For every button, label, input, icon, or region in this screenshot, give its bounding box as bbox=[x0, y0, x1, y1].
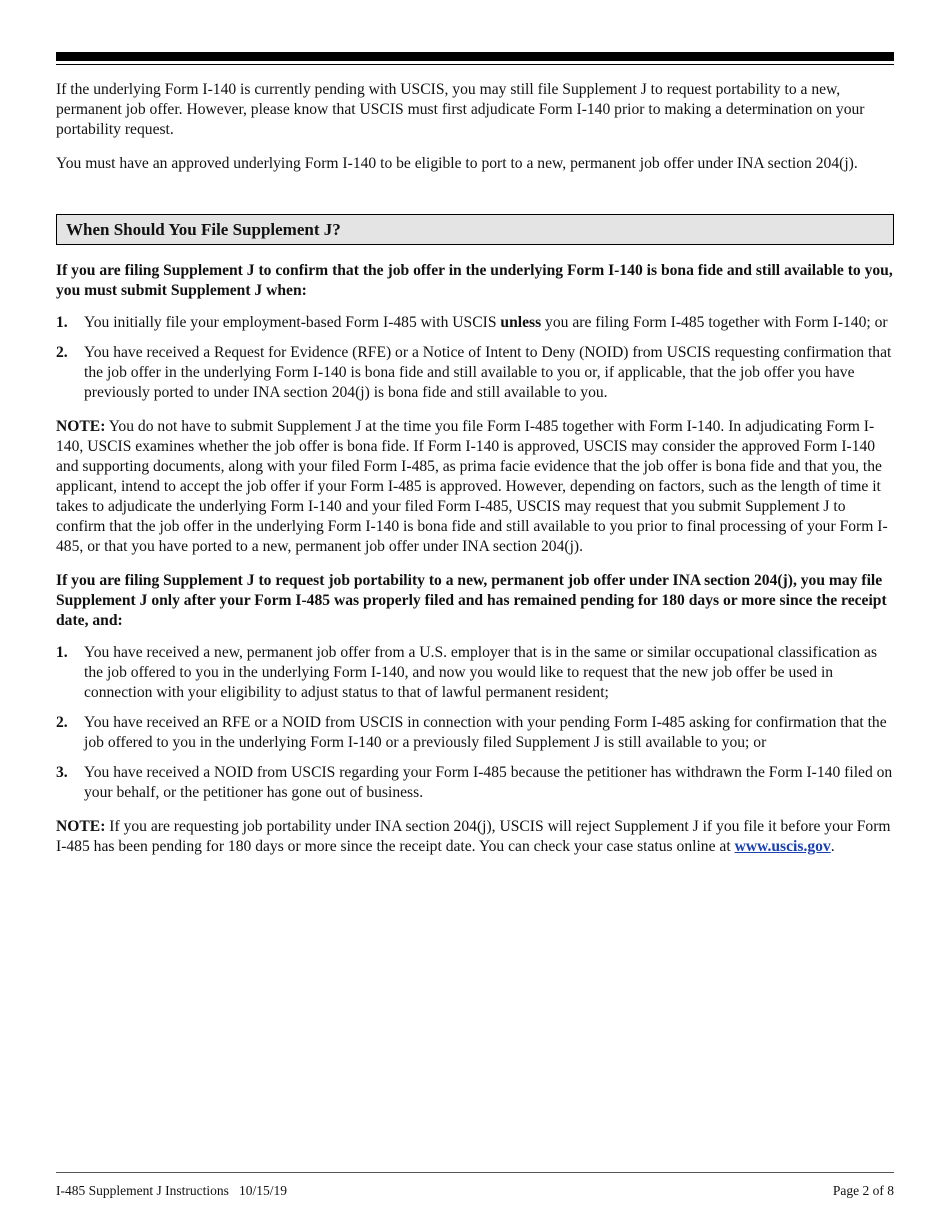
footer-rule bbox=[56, 1172, 894, 1173]
intro-paragraph-1: If the underlying Form I-140 is currently pending with USCIS, you may still file Supplement J to request portability to a new, permanent job offer. However, please know that USCIS must first adjudicate Form I-140 prior to making a determination on your portability request. bbox=[56, 81, 865, 138]
bona-fide-note bbox=[56, 417, 894, 557]
list-item bbox=[56, 343, 894, 403]
page-footer bbox=[56, 1183, 894, 1199]
note-label: NOTE: bbox=[56, 818, 106, 835]
page-content bbox=[56, 80, 894, 871]
list-item bbox=[56, 643, 894, 703]
portability-list bbox=[56, 643, 894, 803]
intro-paragraph-2: You must have an approved underlying Form I-140 to be eligible to port to a new, permanent job offer under INA section 204(j). bbox=[56, 155, 858, 172]
list-text-bold: unless bbox=[500, 314, 542, 331]
footer-form-title: I-485 Supplement J Instructions 10/15/19 bbox=[56, 1183, 287, 1198]
list-text: You have received an RFE or a NOID from USCIS in connection with your pending Form I-485 asking for confirmation that the job offered to you in the underlying Form I-140 or a previously filed Supplement J is still available to you; or bbox=[84, 714, 887, 751]
list-text: You have received a NOID from USCIS regarding your Form I-485 because the petitioner has withdrawn the Form I-140 filed on your behalf, or the petitioner has gone out of business. bbox=[84, 764, 893, 801]
note-text: If you are requesting job portability under INA section 204(j), USCIS will reject Supplement J if you file it before your Form I-485 has been pending for 180 days or more since the receipt date. You can check your case status online at bbox=[56, 818, 891, 855]
list-number: 1. bbox=[56, 314, 68, 331]
list-number: 3. bbox=[56, 764, 68, 781]
list-text: You have received a Request for Evidence (RFE) or a Notice of Intent to Deny (NOID) from USCIS requesting confirmation that the job offer in the underlying Form I-140 is bona fide and still available to you or, if applicable, that the job offer you have previously ported to under INA section 204(j) is bona fide and still available to you. bbox=[84, 344, 892, 401]
header-thick-rule bbox=[56, 52, 894, 61]
note-end: . bbox=[830, 838, 835, 855]
list-text: You have received a new, permanent job offer from a U.S. employer that is in the same or similar occupational classification as the job offered to you in the underlying Form I-140, and now you would like to request that the new job offer be used in connection with your eligibility to adjust status to that of lawful permanent resident; bbox=[84, 644, 878, 701]
list-text-after: you are filing Form I-485 together with Form I-140; or bbox=[541, 314, 888, 331]
page-number: Page 2 of 8 bbox=[832, 1183, 894, 1198]
note-text: You do not have to submit Supplement J at the time you file Form I-485 together with Form I-140. In adjudicating Form I-140, USCIS examines whether the job offer is bona fide. If Form I-140 is approved, USCIS may consider the approved Form I-140 and supporting documents, along with your filed Form I-485, as prima facie evidence that the job offer is bona fide and that you, the applicant, intend to accept the job offer if your Form I-485 is approved. However, depending on factors, such as the length of time it takes to adjudicate the underlying Form I-140 and your filed Form I-485, USCIS may request that you submit Supplement J to confirm that the job offer in the underlying Form I-140 is bona fide and still available to you prior to final processing of your Form I-485, or that you have ported to a new, permanent job offer under INA section 204(j). bbox=[56, 418, 888, 555]
note-label: NOTE: bbox=[56, 418, 106, 435]
list-item bbox=[56, 713, 894, 753]
portability-note bbox=[56, 817, 894, 857]
portability-lead: If you are filing Supplement J to request job portability to a new, permanent job offer under INA section 204(j), you may file Supplement J only after your Form I-485 was properly filed and has remained pending for 180 days or more since the receipt date, and: bbox=[56, 572, 887, 629]
bona-fide-list bbox=[56, 313, 894, 403]
list-item bbox=[56, 763, 894, 803]
bona-fide-lead: If you are filing Supplement J to confirm that the job offer in the underlying Form I-140 is bona fide and still available to you, you must submit Supplement J when: bbox=[56, 262, 893, 299]
uscis-website-link[interactable]: www.uscis.gov bbox=[734, 838, 831, 855]
list-number: 2. bbox=[56, 714, 68, 731]
header-thin-rule bbox=[56, 64, 894, 65]
section-heading: When Should You File Supplement J? bbox=[56, 214, 894, 245]
list-number: 1. bbox=[56, 644, 68, 661]
list-number: 2. bbox=[56, 344, 68, 361]
list-text-before: You initially file your employment-based Form I-485 with USCIS bbox=[84, 314, 501, 331]
list-item bbox=[56, 313, 894, 333]
